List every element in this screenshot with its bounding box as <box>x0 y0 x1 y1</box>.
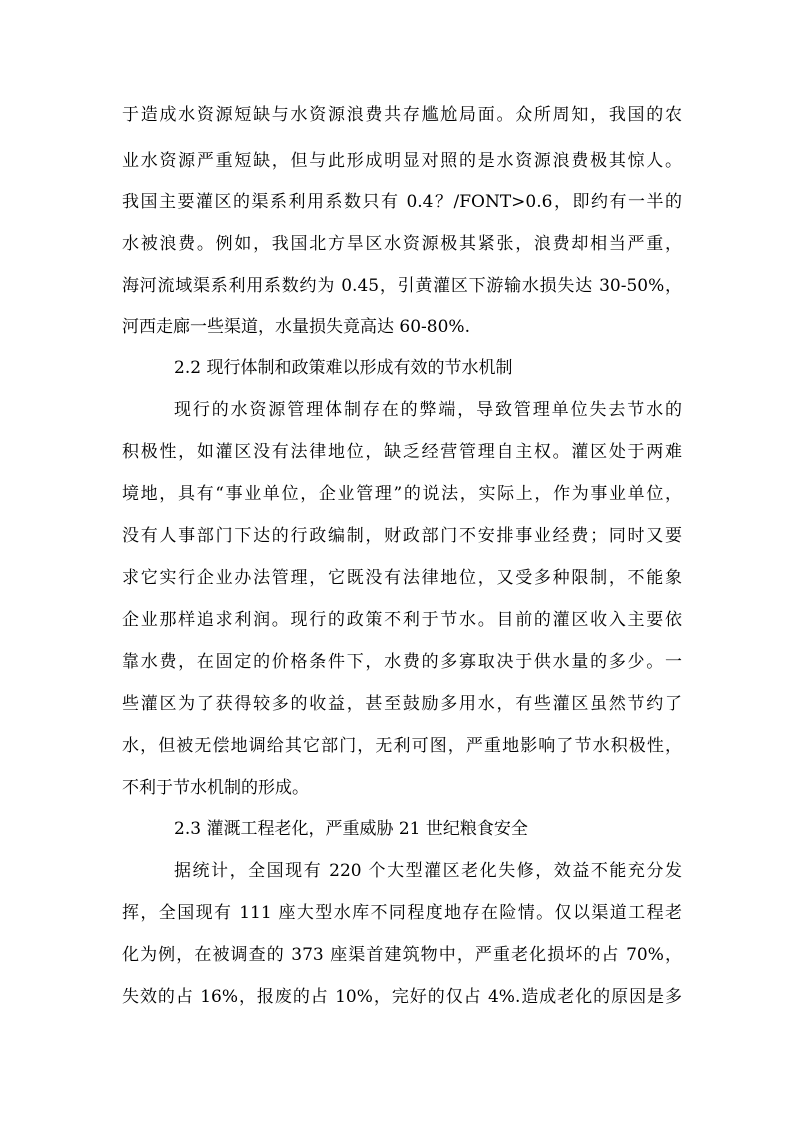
paragraph-1-line-6: 河西走廊一些渠道，水量损失竟高达 60-80%. <box>122 317 470 337</box>
paragraph-2-line-3: 境地，具有“事业单位，企业管理”的说法，实际上，作为事业单位， <box>122 484 682 504</box>
section-heading-2-2: 2.2 现行体制和政策难以形成有效的节水机制 <box>174 358 513 378</box>
paragraph-2-line-7: 靠水费，在固定的价格条件下，水费的多寡取决于供水量的多少。一 <box>122 652 682 672</box>
paragraph-2-line-10: 不利于节水机制的形成。 <box>122 778 309 798</box>
paragraph-2-line-2: 积极性，如灌区没有法律地位，缺乏经营管理自主权。灌区处于两难 <box>122 442 682 462</box>
paragraph-2-line-8: 些灌区为了获得较多的收益，甚至鼓励多用水，有些灌区虽然节约了 <box>122 694 682 714</box>
section-heading-2-3: 2.3 灌溉工程老化，严重威胁 21 世纪粮食安全 <box>174 819 528 839</box>
paragraph-3-line-2: 挥，全国现有 111 座大型水库不同程度地存在险情。仅以渠道工程老 <box>122 903 682 923</box>
paragraph-1-line-5: 海河流域渠系利用系数约为 0.45，引黄灌区下游输水损失达 30-50%， <box>122 276 682 296</box>
paragraph-2-line-1: 现行的水资源管理体制存在的弊端，导致管理单位失去节水的 <box>174 400 682 420</box>
paragraph-3-line-1: 据统计，全国现有 220 个大型灌区老化失修，效益不能充分发 <box>174 861 682 881</box>
paragraph-1-line-4: 水被浪费。例如，我国北方旱区水资源极其紧张，浪费却相当严重， <box>122 234 682 254</box>
paragraph-3-line-4: 失效的占 16%，报废的占 10%，完好的仅占 4%.造成老化的原因是多 <box>122 987 682 1007</box>
paragraph-2-line-9: 水，但被无偿地调给其它部门，无利可图，严重地影响了节水积极性， <box>122 736 682 756</box>
paragraph-3-line-3: 化为例，在被调查的 373 座渠首建筑物中，严重老化损坏的占 70%， <box>122 945 682 965</box>
paragraph-2-line-6: 企业那样追求利润。现行的政策不利于节水。目前的灌区收入主要依 <box>122 610 682 630</box>
paragraph-2-line-5: 求它实行企业办法管理，它既没有法律地位，又受多种限制，不能象 <box>122 568 682 588</box>
paragraph-1-line-2: 业水资源严重短缺，但与此形成明显对照的是水资源浪费极其惊人。 <box>122 151 682 171</box>
paragraph-1-line-1: 于造成水资源短缺与水资源浪费共存尴尬局面。众所周知，我国的农 <box>122 105 682 125</box>
paragraph-1-line-3: 我国主要灌区的渠系利用系数只有 0.4？/FONT>0.6，即约有一半的 <box>122 192 682 212</box>
paragraph-2-line-4: 没有人事部门下达的行政编制，财政部门不安排事业经费；同时又要 <box>122 526 682 546</box>
